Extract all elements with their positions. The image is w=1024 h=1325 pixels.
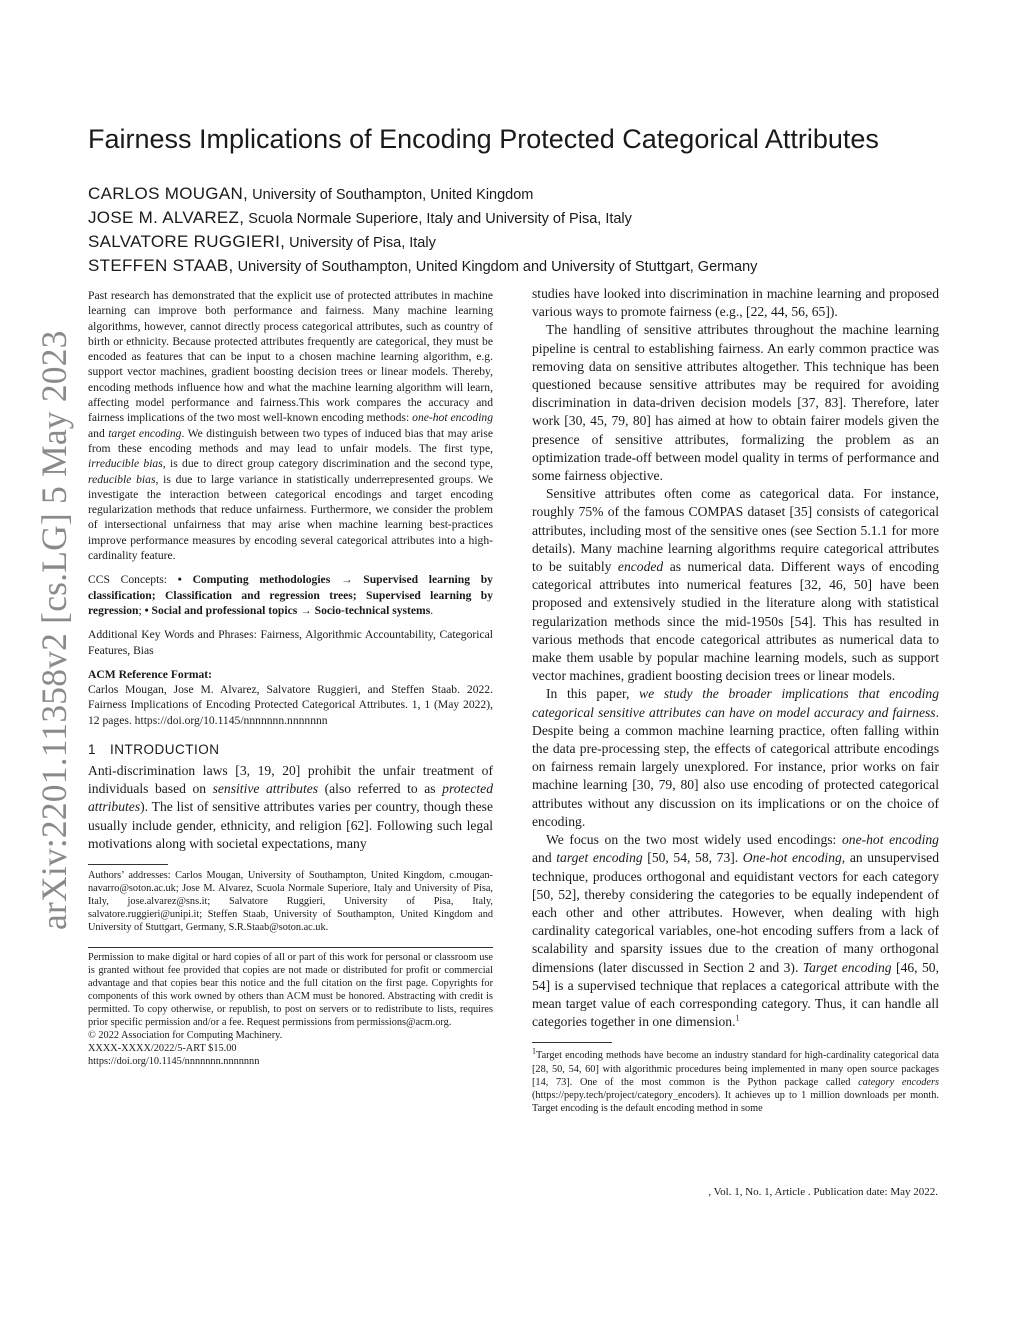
body-text: (also referred to as [318, 781, 443, 797]
emphasis: target encoding [556, 850, 643, 866]
footnote-marker[interactable]: 1 [735, 1013, 740, 1023]
ccs-concepts [88, 572, 493, 618]
permission-notice: Permission to make digital or hard copies of all or part of this work for personal or classroom use is granted without fee provided that copies are not made or distributed for profit or commercial advantage and that copies bear this notice and the full citation on the first page. Copyrights for components of this work owned by others than ACM must be honored. Abstracting with credit is permitted. To copy otherwise, or republish, to post on servers or to redistribute to lists, requires prior specific permission and/or a fee. Request permissions from permissions@acm.org. [88, 951, 493, 1028]
abstract [88, 288, 493, 563]
footnote-number: 1 [532, 1046, 536, 1056]
abstract-term: irreducible bias [88, 457, 163, 471]
footnote-rule [88, 864, 168, 865]
author-affiliation: University of Southampton, United Kingdom and University of Stuttgart, Germany [233, 259, 758, 275]
ccs-label: CCS Concepts: [88, 573, 178, 587]
keywords: Additional Key Words and Phrases: Fairness, Algorithmic Accountability, Categorical Features, Bias [88, 628, 493, 657]
author-name: SALVATORE RUGGIERI, [88, 232, 286, 251]
arxiv-identifier: arXiv:2201.11358v2 [cs.LG] 5 May 2023 [34, 330, 74, 930]
author-entry [88, 254, 968, 278]
body-text: , an unsupervised technique, produces orthogonal and equidistant vectors for each category [50, 52], thereby considering the categories to be equally independent of each other and other attributes. However, when dealing with high cardinality categorical variables, one-hot encoding suffers from a lack of scalability and sparsity issues due to the creation of many orthogonal dimensions (later discussed in Section 2 and 3). [532, 850, 939, 975]
issn-line: XXXX-XXXX/2022/5-ART $15.00 [88, 1043, 237, 1055]
section-heading-introduction [88, 742, 493, 757]
body-paragraph: studies have looked into discrimination in machine learning and proposed various ways to promote fairness (e.g., [22, 44, 56, 65]). [532, 286, 939, 320]
body-paragraph [532, 485, 939, 685]
author-list [88, 182, 968, 278]
abstract-text: and [88, 426, 109, 440]
body-text: Anti-discrimination laws [3, 19, 20] prohibit the unfair treatment of individuals based on [88, 763, 493, 797]
body-paragraph: The handling of sensitive attributes throughout the machine learning pipeline is central to establishing fairness. An early common practice was removing data on sensitive attributes altogether. This technique has been questioned because sensitive attributes may be required for avoiding discrimination in data-driven decision models [37, 83]. Therefore, later work [30, 45, 79, 80] has aimed at how to obtain fairer models given the presence of sensitive attributes, formalizing the problem as an optimization trade-off between model quality in terms of performance and some fairness objective. [532, 322, 939, 484]
author-entry [88, 230, 968, 254]
emphasis: One-hot encoding [742, 850, 842, 866]
body-text: We focus on the two most widely used encodings: [546, 832, 842, 848]
author-name: CARLOS MOUGAN, [88, 184, 249, 203]
emphasis: Target encoding [802, 959, 892, 975]
body-text: [46, 50, 54] is a supervised technique that replaces a categorical attribute with the mean target value of each corresponding category. Thus, it can handle all categories together in one dimension. [532, 959, 940, 1030]
permission-rule [88, 947, 493, 948]
abstract-term: reducible bias [88, 472, 156, 486]
body-paragraph [532, 831, 939, 1031]
ccs-concept: • Social and professional topics → Socio-technical systems [144, 603, 431, 617]
doi-link[interactable]: https://doi.org/10.1145/nnnnnnn.nnnnnnn [88, 1056, 260, 1068]
acm-reference-heading [88, 667, 493, 682]
emphasis: protected attributes [88, 781, 493, 815]
footnote-text: Target encoding methods have become an industry standard for high-cardinality categorical data [28, 50, 54, 60] with algorithmic procedures being implemented in many open source packages [14, 73]. One of the most common is the Python package called [532, 1050, 939, 1088]
emphasis: we study the broader implications that encoding categorical sensitive attributes can have on model accuracy and fairness [532, 686, 940, 720]
emphasis: one-hot encoding [841, 832, 939, 848]
body-text: as numerical data. Different ways of encoding categorical attributes into numerical features [32, 46, 50] have been proposed and extensively studied in the literature along with statistical regularization methods since the mid-1950s [54]. This has resulted in various methods that encode categorical attributes as numerical data to make them usable by popular machine learning models, such as support vector machines, gradient boosting decision trees or linear models. [532, 559, 939, 684]
abstract-term: target encoding [108, 426, 182, 440]
page-footer: , Vol. 1, No. 1, Article . Publication date: May 2022. [708, 1186, 938, 1198]
ccs-end: . [430, 603, 434, 617]
acm-reference: Carlos Mougan, Jose M. Alvarez, Salvatore Ruggieri, and Steffen Staab. 2022. Fairness Implications of Encoding Protected Categorical Attributes. 1, 1 (May 2022), 12 pages. https://doi.org/10.1145/nnnnnnn.nnnnnnn [88, 683, 493, 727]
body-text: . Despite being a common machine learning practice, often falling within the data pre-processing step, the effects of categorical attribute encodings on fairness remain largely unexplored. For instance, prior works on fair machine learning [30, 79, 80] also use encoding of protected categorical attributes without any discussion on its implications or on the choice of encoding. [532, 704, 939, 829]
ccs-separator: ; [138, 603, 145, 617]
author-entry [88, 182, 968, 206]
copyright-line: © 2022 Association for Computing Machinery. [88, 1030, 283, 1042]
ccs-concept: • Computing methodologies → Supervised learning by classification; Classification and regression trees; Supervised learning by regression [88, 573, 493, 617]
author-affiliation: University of Southampton, United Kingdom [248, 187, 534, 203]
emphasis: sensitive attributes [212, 781, 319, 797]
section-title: INTRODUCTION [110, 742, 220, 758]
abstract-text: . We distinguish between two types of induced bias that may arise from these encoding methods and may lead to unfair models. The first type, [88, 426, 493, 455]
emphasis: encoded [617, 559, 664, 575]
author-name: STEFFEN STAAB, [88, 256, 234, 275]
abstract-text: , is due to direct group category discrimination and the second type, [162, 457, 494, 471]
body-text: and [532, 850, 557, 866]
author-entry [88, 206, 968, 230]
footnote-text: (https://pepy.tech/project/category_encoders). It achieves up to 1 million downloads per month. Target encoding is the default encoding method in some [532, 1089, 939, 1115]
author-name: JOSE M. ALVAREZ, [88, 208, 245, 227]
authors-addresses: Authors’ addresses: Carlos Mougan, University of Southampton, United Kingdom, c.mougan-navarro@soton.ac.uk; Jose M. Alvarez, Scuola Normale Superiore, Italy and University of Pisa, Italy, jose.alvarez@sns.it; Salvatore Ruggieri, University of Pisa, Italy, salvatore.ruggieri@unipi.it; Steffen Staab, University of Southampton, United Kingdom and University of Stuttgart, Germany, S.R.Staab@soton.ac.uk. [88, 870, 493, 934]
abstract-text: , is due to large variance in statistically underrepresented groups. We investigate the interaction between categorical encodings and target encoding regularization methods that reduce unfairness. Furthermore, we consider the problem of intersectional unfairness that may arise when machine learning best-practices improve performance measures by encoding several categorical attributes into a high-cardinality feature. [88, 472, 493, 563]
section-number: 1 [88, 742, 97, 758]
author-affiliation: University of Pisa, Italy [285, 235, 436, 251]
intro-paragraph [88, 762, 493, 853]
footnote [532, 1046, 939, 1115]
body-text: ). The list of sensitive attributes varies per country, though these usually include gender, ethnicity, and religion [62]. Following such legal motivations along with societal expectations, many [88, 799, 493, 851]
footnote-emphasis: category encoders [858, 1076, 939, 1088]
body-text: Sensitive attributes often come as categorical data. For instance, roughly 75% of the famous COMPAS dataset [35] consists of categorical attributes, including most of the sensitive ones (see Section 5.1.1 for more details). Many machine learning algorithms require categorical attributes to be suitably [532, 486, 939, 575]
acm-reference-label: ACM Reference Format: [88, 667, 213, 681]
abstract-text: Past research has demonstrated that the explicit use of protected attributes in machine learning can improve both performance and fairness. Many machine learning algorithms, however, cannot directly process categorical attributes, such as country of birth or ethnicity. Because protected attributes frequently are categorical, they must be encoded as features that can be input to a chosen machine learning algorithm, e.g. support vector machines, gradient boosting decision trees or linear models. Thereby, encoding methods influence how and what the machine learning algorithm will learn, affecting model performance and fairness.This work compares the accuracy and fairness implications of the two most well-known encoding methods: [88, 289, 493, 425]
paper-title: Fairness Implications of Encoding Protected Categorical Attributes [88, 124, 879, 154]
right-column [532, 285, 939, 1115]
body-text: [50, 54, 58, 73]. [642, 850, 743, 866]
footnote-rule [532, 1042, 612, 1043]
author-affiliation: Scuola Normale Superiore, Italy and University of Pisa, Italy [244, 211, 632, 227]
body-text: In this paper, [546, 686, 640, 702]
left-column [88, 288, 493, 1068]
body-paragraph [532, 685, 939, 831]
abstract-term: one-hot encoding [412, 411, 494, 425]
